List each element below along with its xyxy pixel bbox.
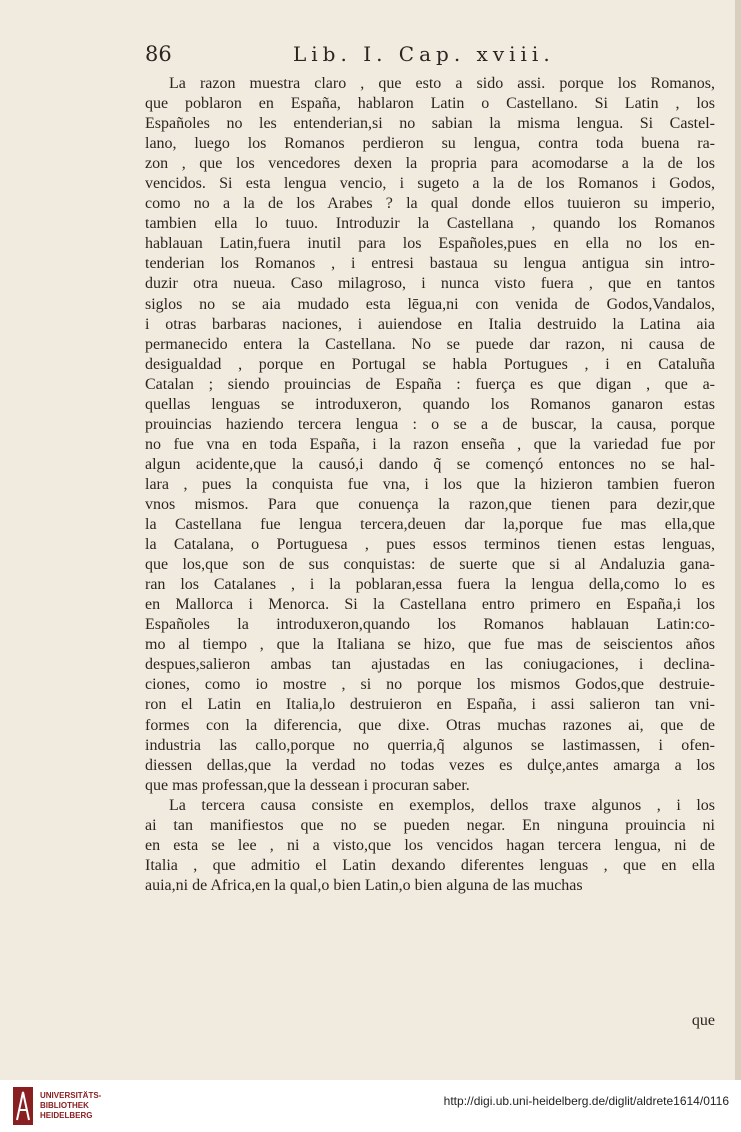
- page-number: 86: [145, 42, 172, 66]
- text-line: diessen dellas,que la verdad no todas vezes es dulçe,antes amarga a los: [145, 756, 715, 774]
- text-line: hablauan Latin,fuera inutil para los Españoles,pues en ella no los en-: [145, 235, 715, 253]
- text-line: la Catalana, o Portuguesa , pues essos terminos tienen estas lenguas,: [145, 536, 715, 554]
- text-line: que poblaron en España, hablaron Latin o Castellano. Si Latin , los: [145, 95, 715, 113]
- text-line: duzir otra nueua. Caso milagroso, i nunca visto fuera , que en tantos: [145, 275, 715, 293]
- text-line: algun acidente,que la causó,i dando q̃ se començó entonces no se hal-: [145, 455, 715, 473]
- source-url-link[interactable]: http://digi.ub.uni-heidelberg.de/diglit/aldrete1614/0116: [443, 1094, 729, 1108]
- text-line: siglos no se aia mudado esta lēgua,ni con venida de Godos,Vandalos,: [145, 295, 715, 313]
- text-line: que los,que son de sus conquistas: de suerte que si al Andaluzia gana-: [145, 556, 715, 574]
- footer-bar: [0, 1080, 741, 1132]
- text-line: mo al tiempo , que la Italiana se hizo, que fue mas de seiscientos años: [145, 636, 715, 654]
- text-line: La razon muestra claro , que esto a sido assi. porque los Romanos,: [169, 75, 715, 92]
- text-line: La tercera causa consiste en exemplos, dellos traxe algunos , i los: [169, 796, 715, 814]
- running-head: Lib. I. Cap. xviii.: [293, 42, 555, 66]
- text-line: despues,salieron ambas tan ajustadas en las coniugaciones, i declina-: [145, 656, 715, 674]
- text-line: no fue vna en toda España, i la razon enseña , que la variedad fue por: [145, 435, 715, 453]
- library-name: UNIVERSITÄTS- BIBLIOTHEK HEIDELBERG: [40, 1091, 102, 1120]
- text-line: ron el Latin en Italia,lo destruieron en España, i assi salieron tan vni-: [145, 696, 715, 714]
- body-text: [145, 74, 715, 896]
- text-line: Españoles no les entenderian,si no sabian la misma lengua. Si Castel-: [145, 115, 715, 133]
- page-header: [145, 42, 715, 70]
- text-line: Italia , que admitio el Latin dexando diferentes lenguas , que en ella: [145, 856, 715, 874]
- text-line: desigualdad , porque en Portugal se habla Portugues , i en Cataluña: [145, 355, 715, 373]
- text-line: quellas lenguas se introduxeron, quando los Romanos ganaron estas: [145, 395, 715, 413]
- text-line: ai tan manifiestos que no se pueden negar. En ninguna prouincia ni: [145, 816, 715, 834]
- text-line: ran los Catalanes , i la poblaran,essa fuera la lengua della,como lo es: [145, 576, 715, 594]
- text-line: formes con la diferencia, que dixe. Otras muchas razones ai, que de: [145, 716, 715, 734]
- text-line: Catalan ; siendo prouincias de España : fuerça es que digan , que a-: [145, 375, 715, 393]
- text-line: la Castellana fue lengua tercera,deuen dar la,porque fue mas ella,que: [145, 516, 715, 534]
- text-line: tambien ella lo tuuo. Introduzir la Castellana , quando los Romanos: [145, 215, 715, 233]
- text-line: lano, luego los Romanos perdieron su lengua, contra toda buena ra-: [145, 135, 715, 153]
- catchword: que: [691, 1012, 715, 1029]
- text-line: vencidos. Si esta lengua vencio, i sugeto a la de los Romanos i Godos,: [145, 175, 715, 193]
- text-line: vnos mismos. Para que conuença la razon,que tienen para dezir,que: [145, 495, 715, 513]
- library-logo-icon: [12, 1086, 34, 1126]
- text-line: lara , pues la conquista fue vna, i los que la hizieron tambien fueron: [145, 475, 715, 493]
- text-line: zon , que los vencedores dexen la propria para acomodarse a la de los: [145, 155, 715, 173]
- text-line: Españoles la introduxeron,quando los Romanos hablauan Latin:co-: [145, 616, 715, 634]
- text-line: industria las callo,porque no querria,q̃ algunos se lastimassen, i ofen-: [145, 736, 715, 754]
- text-line: tenderian los Romanos , i entresi bastaua su lengua antigua sin intro-: [145, 255, 715, 273]
- text-line: que mas professan,que la dessean i procuran saber.: [145, 776, 470, 794]
- text-line: auia,ni de Africa,en la qual,o bien Latin,o bien alguna de las muchas: [145, 876, 583, 894]
- text-line: ciones, como io mostre , si no porque los mismos Godos,que destruie-: [145, 676, 715, 694]
- text-line: en Mallorca i Menorca. Si la Castellana entro primero en España,i los: [145, 596, 715, 614]
- text-line: permanecido entera la Castellana. No se puede dar razon, ni causa de: [145, 335, 715, 353]
- text-line: i otras barbaras naciones, i auiendose en Italia destruido la Latina aia: [145, 315, 715, 333]
- text-line: en esta se lee , ni a visto,que los vencidos hagan tercera lengua, ni de: [145, 836, 715, 854]
- text-line: como no a la de los Arabes ? la qual donde ellos tuuieron su imperio,: [145, 195, 715, 213]
- text-line: prouincias haziendo tercera lengua : o se a de buscar, la causa, porque: [145, 415, 715, 433]
